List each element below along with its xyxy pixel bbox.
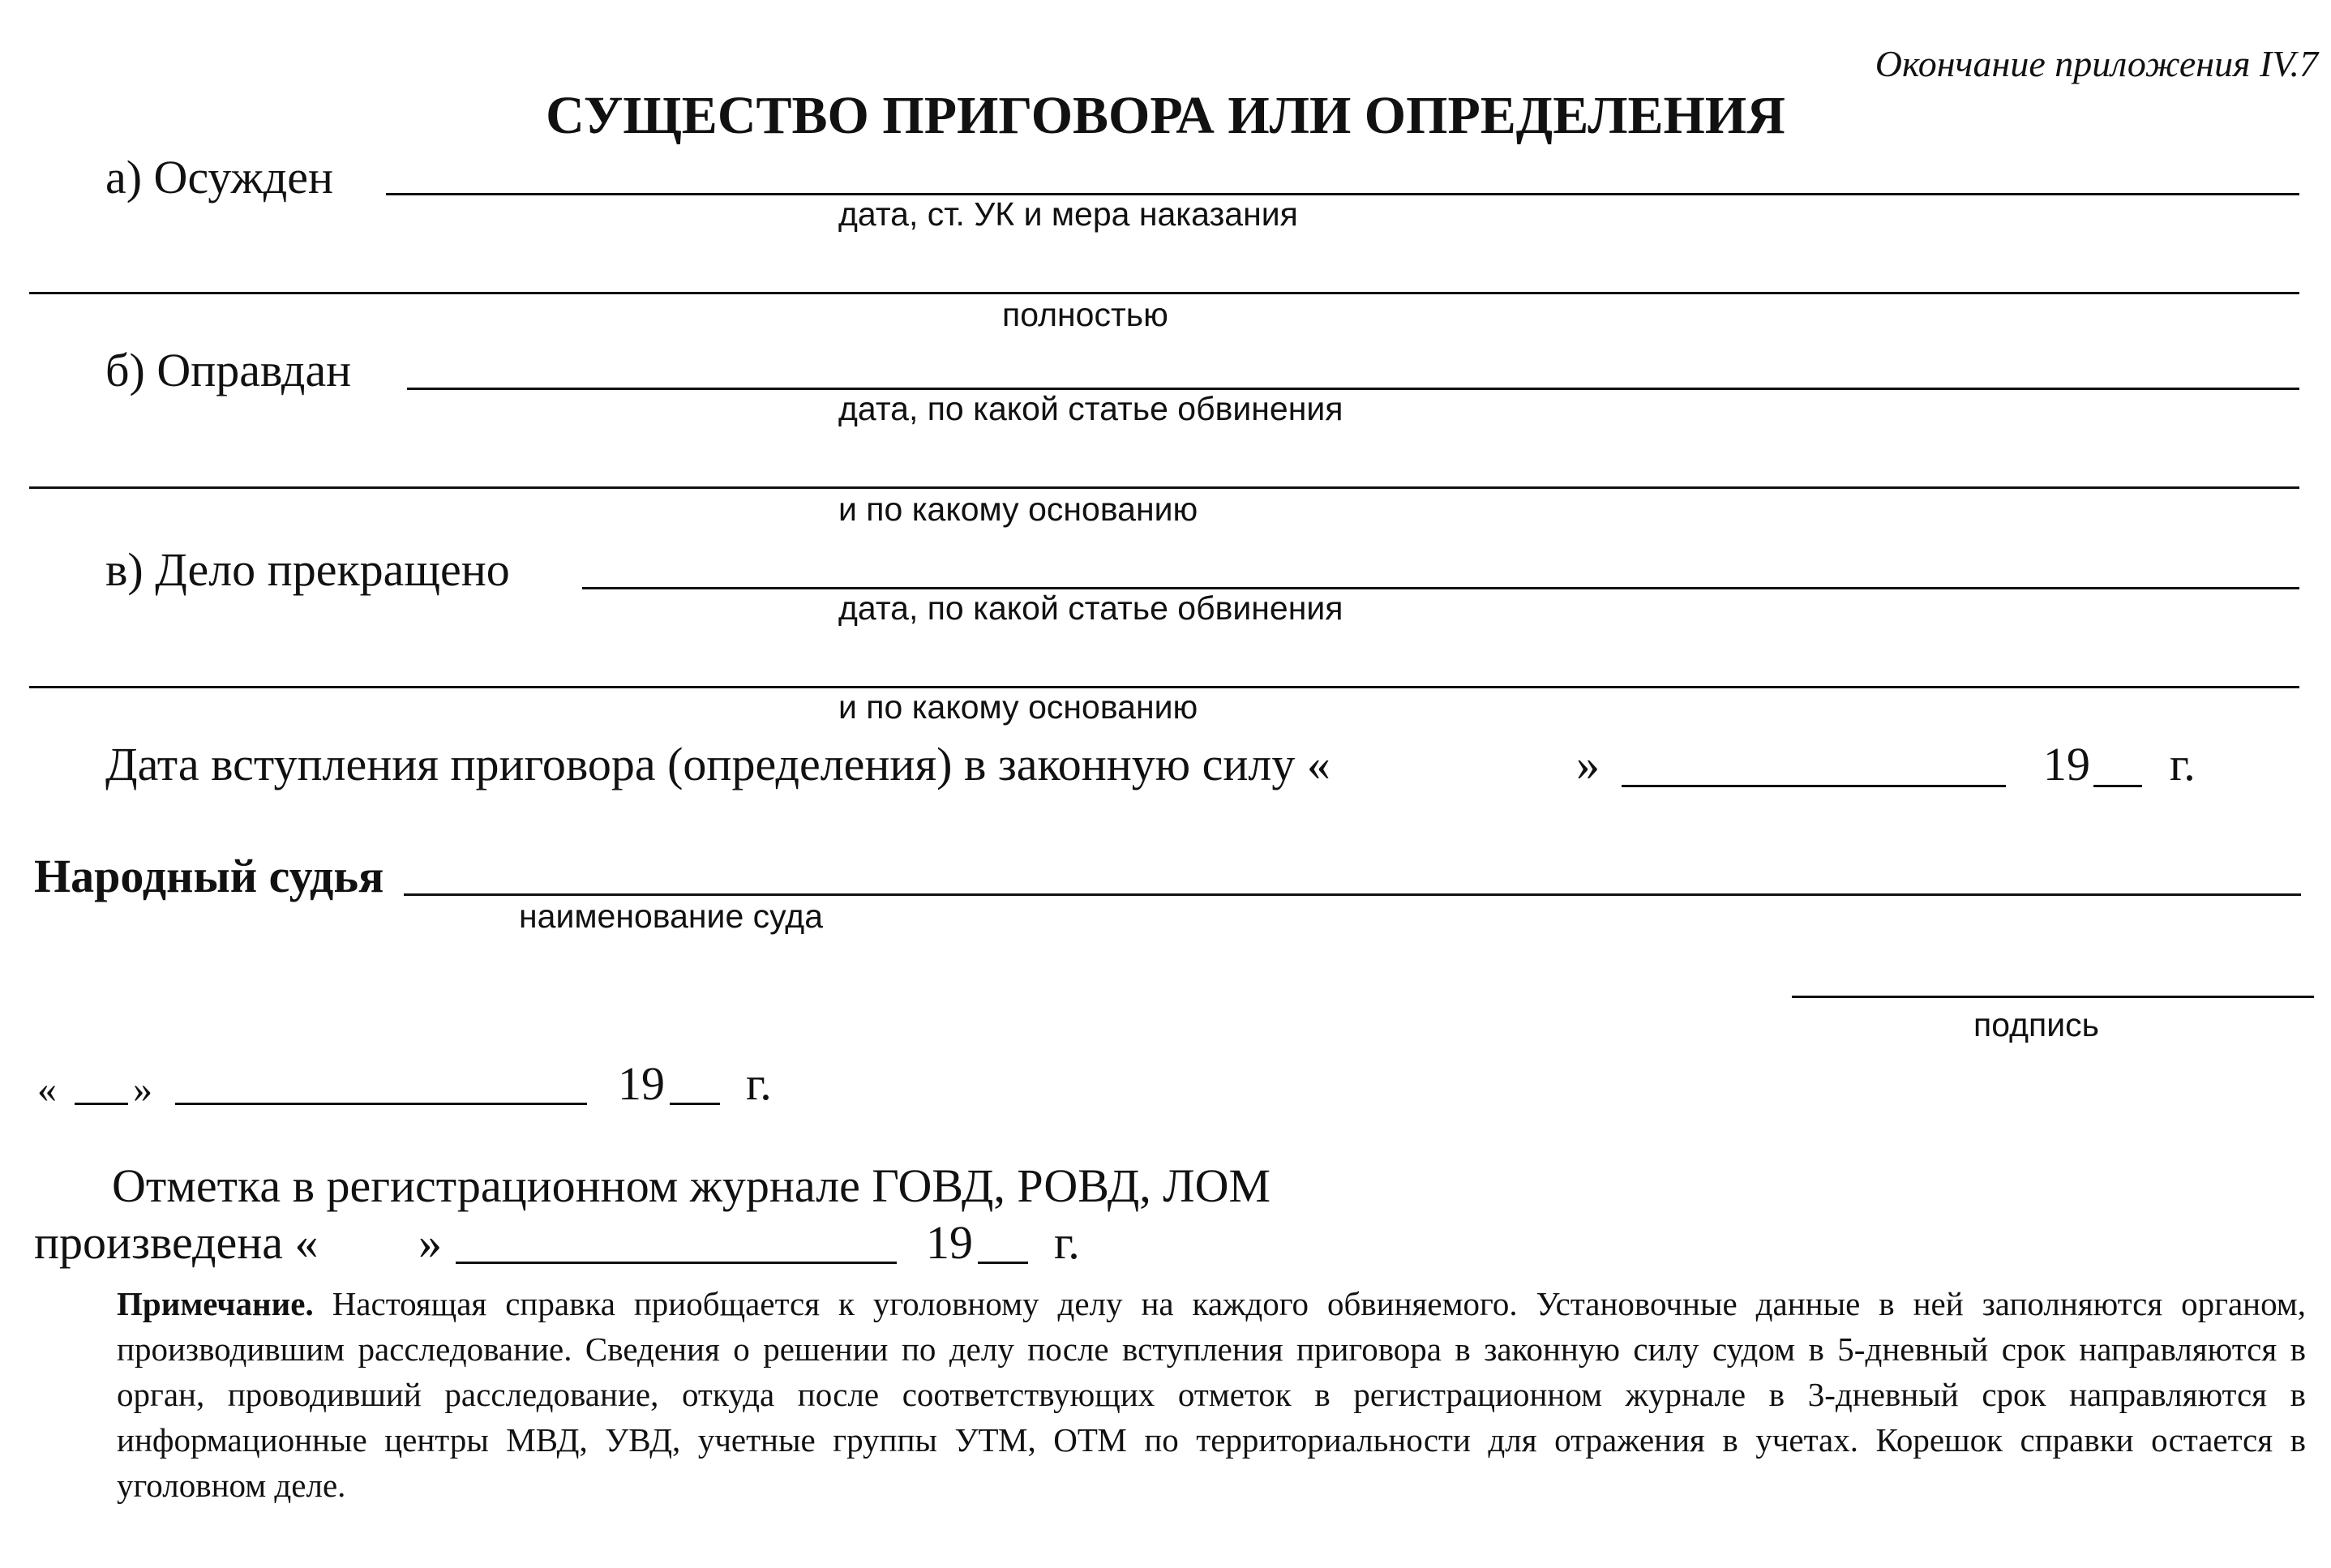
effective-date-month-line[interactable]	[1622, 785, 2006, 787]
convicted-caption: дата, ст. УК и мера наказания	[838, 195, 1298, 233]
effective-date-year: 19	[2043, 738, 2090, 790]
judge-label: Народный судья	[34, 850, 384, 902]
registry-year-line[interactable]	[978, 1262, 1028, 1264]
case-dismissed-caption: дата, по какой статье обвинения	[838, 589, 1343, 627]
appendix-note: Окончание приложения IV.7	[1875, 43, 2318, 84]
convicted-line[interactable]	[386, 193, 2299, 195]
date-year: 19	[618, 1057, 665, 1110]
convicted-full-caption: полностью	[1002, 296, 1168, 333]
registry-line1: Отметка в регистрационном журнале ГОВД, РОВД, ЛОМ	[112, 1159, 1271, 1212]
court-name-caption: наименование суда	[519, 898, 824, 935]
effective-date-year-suffix: г.	[2170, 738, 2196, 790]
date-day-line[interactable]	[75, 1103, 128, 1105]
acquitted-caption: дата, по какой статье обвинения	[838, 390, 1343, 427]
registry-year-suffix: г.	[1054, 1216, 1080, 1269]
acquitted-basis-caption: и по какому основанию	[838, 491, 1198, 528]
registry-year: 19	[926, 1216, 973, 1269]
acquitted-line[interactable]	[407, 388, 2299, 390]
acquitted-basis-line[interactable]	[29, 486, 2299, 489]
date-month-line[interactable]	[175, 1103, 587, 1105]
note-label: Примечание.	[117, 1285, 314, 1322]
date-open-quote: «	[37, 1068, 57, 1111]
effective-date-close-quote: »	[1576, 738, 1600, 790]
acquitted-label: б) Оправдан	[105, 344, 352, 396]
note-text: Настоящая справка приобщается к уголовному делу на каждого обвиняемого. Установочные данные в ней заполняются органом, производившим расследование. Сведения о решении по делу после вступления приговора в законную силу судом в 5-дневный срок направляются в орган, проводивший расследование, откуда после соответствующих отметок в регистрационном журнале в 3-дневный срок направляются в информационные центры МВД, УВД, учетные группы УТМ, ОТМ по территориальности для отражения в учетах. Корешок справки остается в уголовном деле.	[117, 1285, 2307, 1504]
effective-date-year-line[interactable]	[2093, 785, 2142, 787]
page-title: СУЩЕСТВО ПРИГОВОРА ИЛИ ОПРЕДЕЛЕНИЯ	[546, 86, 1785, 145]
case-dismissed-label: в) Дело прекращено	[105, 543, 510, 596]
judge-court-line[interactable]	[404, 893, 2301, 896]
signature-line[interactable]	[1792, 996, 2314, 998]
registry-month-line[interactable]	[456, 1262, 897, 1264]
signature-caption: подпись	[1973, 1006, 2099, 1043]
convicted-label: а) Осужден	[105, 151, 334, 203]
effective-date-label: Дата вступления приговора (определения) в законную силу «	[105, 738, 1330, 790]
case-dismissed-basis-caption: и по какому основанию	[838, 688, 1198, 726]
date-close-quote: »	[133, 1068, 152, 1111]
date-year-suffix: г.	[746, 1057, 772, 1110]
registry-line2-prefix: произведена «	[34, 1216, 319, 1269]
note-paragraph	[117, 1281, 2306, 1508]
convicted-full-line[interactable]	[29, 292, 2299, 294]
date-year-line[interactable]	[670, 1103, 720, 1105]
registry-close-quote: »	[418, 1216, 442, 1269]
